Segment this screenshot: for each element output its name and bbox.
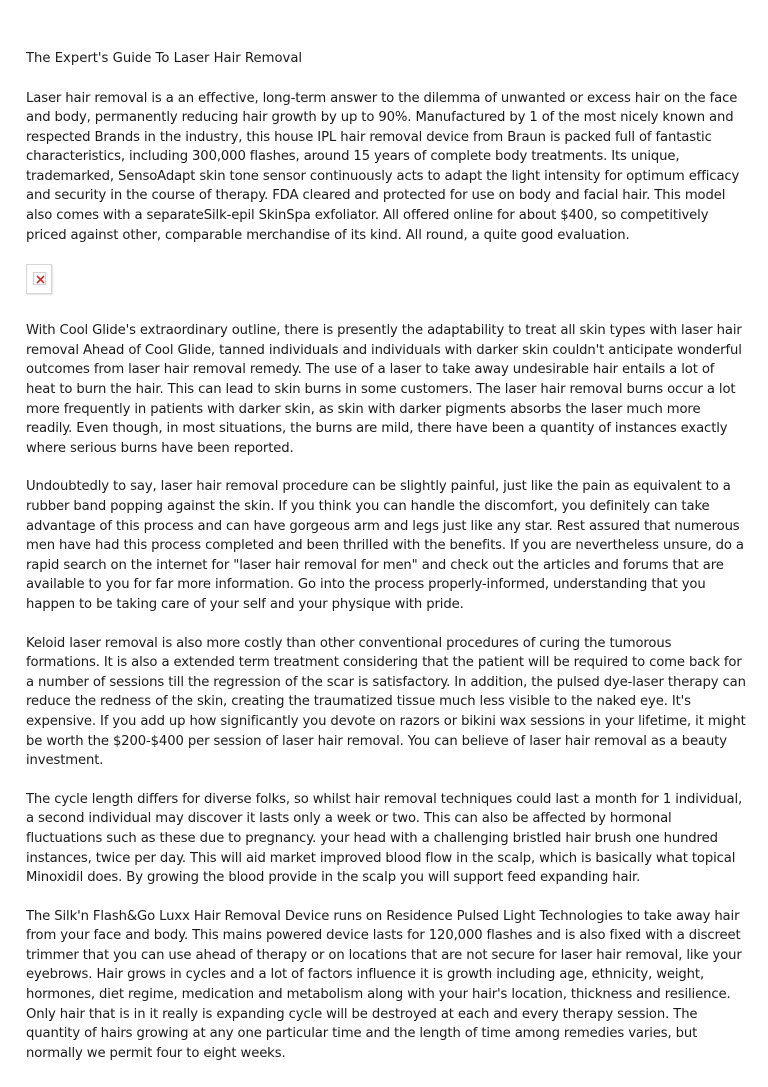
broken-image-icon xyxy=(33,272,46,285)
paragraph-3: Undoubtedly to say, laser hair removal procedure can be slightly painful, just like the pain as equivalent to a rubber band popping against the skin. If you think you can handle the discomfort, you definitely can take advantage of this process and can have gorgeous arm and legs just like any star. Rest assured that numerous men have had this process completed and been thrilled with the benefits. If you are nevertheless unsure, do a rapid search on the internet for "laser hair removal for men" and check out the articles and forums that are available to you for far more information. Go into the process properly-informed, understanding that you happen to be taking care of your self and your physique with pride. xyxy=(26,479,744,612)
paragraph-6: The Silk'n Flash&Go Luxx Hair Removal Device runs on Residence Pulsed Light Technologies to take away hair from your face and body. This mains powered device lasts for 120,000 flashes and is also fixed with a discreet trimmer that you can use ahead of therapy or on locations that are not secure for laser hair removal, like your eyebrows. Hair grows in cycles and a lot of factors influence it is growth including age, ethnicity, weight, hormones, diet regime, medication and metabolism along with your hair's location, thickness and resilience. Only hair that is in it really is expanding cycle will be destroyed at each and every therapy session. The quantity of hairs growing at any one particular time and the length of time among remedies varies, but normally we permit four to eight weeks. xyxy=(26,908,742,1061)
x-mark-icon xyxy=(35,274,46,285)
document-title: The Expert's Guide To Laser Hair Removal xyxy=(26,51,303,66)
paragraph-5: The cycle length differs for diverse folks, so whilst hair removal techniques could last a month for 1 individual, a second individual may discover it lasts only a week or two. This can also be affected by hormonal fluctuations such as these due to pregnancy. your head with a challenging bristled hair brush one hundred instances, twice per day. This will aid market improved blood flow in the scalp, which is basically what topical Minoxidil does. By growing the blood provide in the scalp you will support feed expanding hair. xyxy=(26,791,743,886)
document-page xyxy=(26,49,746,1082)
paragraph-2: With Cool Glide's extraordinary outline, there is presently the adaptability to treat all skin types with laser hair removal Ahead of Cool Glide, tanned individuals and individuals with darker skin couldn't anticipate wonderful outcomes from laser hair removal remedy. The use of a laser to take away undesirable hair entails a lot of heat to burn the hair. This can lead to skin burns in some customers. The laser hair removal burns occur a lot more frequently in patients with darker skin, as skin with darker pigments absorbs the laser much more readily. Even though, in most situations, the burns are mild, there have been a quantity of instances exactly where serious burns have been reported. xyxy=(26,323,742,456)
paragraph-1: Laser hair removal is a an effective, long-term answer to the dilemma of unwanted or excess hair on the face and body, permanently reducing hair growth by up to 90%. Manufactured by 1 of the most nicely known and respected Brands in the industry, this house IPL hair removal device from Braun is packed full of fantastic characteristics, including 300,000 flashes, around 15 years of complete body treatments. Its unique, trademarked, SensoAdapt skin tone sensor continuously acts to adapt the light intensity for optimum efficacy and security in the course of therapy. FDA cleared and protected for use on body and facial hair. This model also comes with a separateSilk-epil SkinSpa exfoliator. All offered online for about $400, so competitively priced against other, comparable merchandise of its kind. All round, a quite good evaluation. xyxy=(26,90,740,243)
paragraph-4: Keloid laser removal is also more costly than other conventional procedures of curing the tumorous formations. It is also a extended term treatment considering that the patient will be required to come back for a number of sessions till the regression of the scar is satisfactory. In addition, the pulsed dye-laser therapy can reduce the redness of the skin, creating the traumatized tissue much less visible to the naked eye. It's expensive. If you add up how significantly you devote on razors or bikini wax sessions in your lifetime, it might be worth the $200-$400 per session of laser hair removal. You can believe of laser hair removal as a beauty investment. xyxy=(26,635,746,769)
broken-image-placeholder xyxy=(26,264,52,294)
